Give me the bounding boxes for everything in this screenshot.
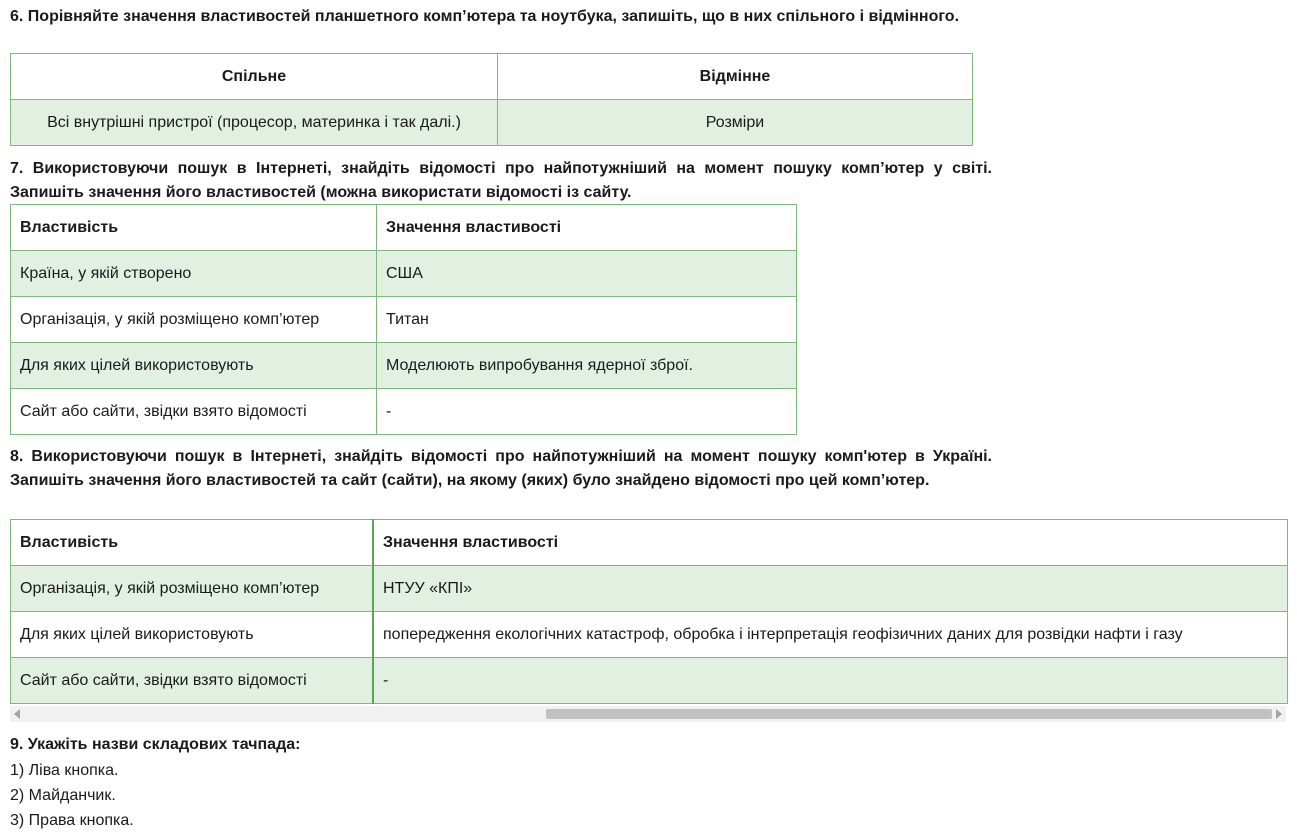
table-cell: Країна, у якій створено <box>11 251 377 297</box>
table-header-row <box>11 205 797 251</box>
scroll-right-arrow-icon[interactable] <box>1276 709 1282 719</box>
horizontal-scrollbar[interactable] <box>10 706 1286 722</box>
table-row <box>11 297 797 343</box>
table-cell: попередження екологічних катастроф, обробка і інтерпретація геофізичних даних для розвідки нафти і газу <box>373 612 1288 658</box>
scrollbar-thumb[interactable] <box>546 709 1272 719</box>
scroll-left-arrow-icon[interactable] <box>14 709 20 719</box>
table-cell: Розміри <box>498 100 973 146</box>
table-cell: Організація, у якій розміщено комп’ютер <box>11 297 377 343</box>
table-header-row <box>11 520 1288 566</box>
question-6-table <box>10 53 973 146</box>
table-row <box>11 251 797 297</box>
question-7-text: 7. Використовуючи пошук в Інтернеті, знайдіть відомості про найпотужніший на момент пошуку комп’ютер у світі. Запишіть значення його властивостей (можна використати відомості із сайту. <box>10 160 992 201</box>
answer-item: 3) Права кнопка. <box>10 812 134 829</box>
table-cell: НТУУ «КПІ» <box>373 566 1288 612</box>
table-cell: США <box>377 251 797 297</box>
table-cell: Для яких цілей використовують <box>11 343 377 389</box>
table-row <box>11 566 1288 612</box>
table-row <box>11 658 1288 704</box>
table-header-cell: Властивість <box>11 205 377 251</box>
question-9-answers <box>10 758 134 833</box>
table-cell: Титан <box>377 297 797 343</box>
table-row <box>11 100 973 146</box>
table-header-cell: Значення властивості <box>373 520 1288 566</box>
table-header-cell: Значення властивості <box>377 205 797 251</box>
question-8-text: 8. Використовуючи пошук в Інтернеті, знайдіть відомості про найпотужніший на момент пошуку комп'ютер в Україні. Запишіть значення його властивостей та сайт (сайти), на якому (яких) було знайдено відомості про цей комп’ютер. <box>10 448 992 489</box>
answer-item: 2) Майданчик. <box>10 787 116 804</box>
table-cell: Для яких цілей використовують <box>11 612 374 658</box>
table-header-row <box>11 54 973 100</box>
table-cell: Сайт або сайти, звідки взято відомості <box>11 389 377 435</box>
table-cell: Моделюють випробування ядерної зброї. <box>377 343 797 389</box>
table-row <box>11 343 797 389</box>
table-row <box>11 612 1288 658</box>
question-6-text: 6. Порівняйте значення властивостей планшетного комп’ютера та ноутбука, запишіть, що в них спільного і відмінного. <box>10 8 960 25</box>
table-cell: Сайт або сайти, звідки взято відомості <box>11 658 374 704</box>
question-9-text: 9. Укажіть назви складових тачпада: <box>10 736 301 753</box>
table-row <box>11 389 797 435</box>
table-header-cell: Властивість <box>11 520 374 566</box>
answer-item: 1) Ліва кнопка. <box>10 762 119 779</box>
table-cell: Організація, у якій розміщено комп’ютер <box>11 566 374 612</box>
table-cell: - <box>377 389 797 435</box>
table-header-cell: Спільне <box>11 54 498 100</box>
table-cell: - <box>373 658 1288 704</box>
table-header-cell: Відмінне <box>498 54 973 100</box>
question-8-table <box>10 519 1288 704</box>
table-cell: Всі внутрішні пристрої (процесор, материнка і так далі.) <box>11 100 498 146</box>
question-7-table <box>10 204 797 435</box>
